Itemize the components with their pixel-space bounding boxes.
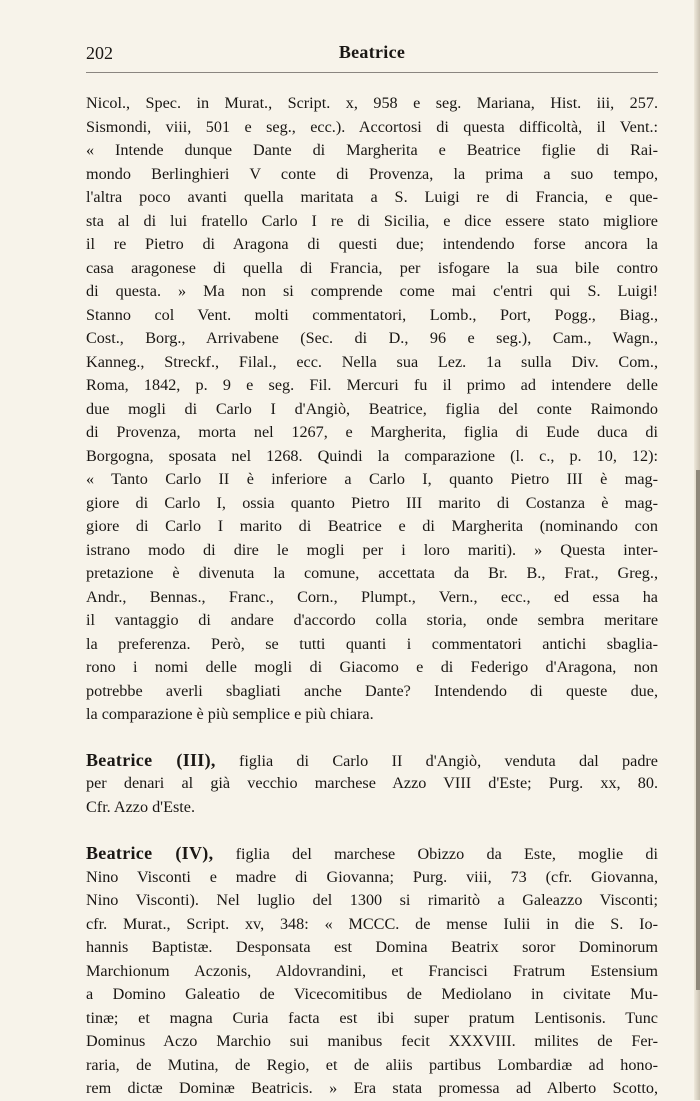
text-line: sta al di lui fratello Carlo I re di Sicilia, e dice essere stato migliore <box>86 211 658 230</box>
entry-text: figlia di Carlo II d'Angiò, venduta dal padre <box>215 751 658 770</box>
entry-line <box>86 749 658 773</box>
text-line: potrebbe averli sbagliati anche Dante? Intendendo di queste due, <box>86 681 658 700</box>
entry-headword: Beatrice (IV), <box>86 843 214 863</box>
paragraph-gap <box>86 819 658 842</box>
text-line: di Provenza, morta nel 1267, e Margherita, figlia di Eude duca di <box>86 423 658 441</box>
text-line: Stanno col Vent. molti commentatori, Lomb., Port, Pogg., Biag., <box>86 305 658 324</box>
text-line: tinæ; et magna Curia facta est ibi super pratum Lentisonis. Tunc <box>86 1008 658 1027</box>
text-line: a Domino Galeatio de Vicecomitibus de Mediolano in civitate Mu- <box>86 985 658 1003</box>
text-line: Dominus Aczo Marchio sui manibus fecit XXXVIII. milites de Fer- <box>86 1032 658 1050</box>
text-line: casa aragonese di quella di Francia, per isfogare la sua bile contro <box>86 258 658 277</box>
text-line: la preferenza. Però, se tutti quanti i commentatori antichi sbaglia- <box>86 634 658 653</box>
text-line: Nino Visconti). Nel luglio del 1300 si rimaritò a Galeazzo Visconti; <box>86 891 658 909</box>
entry-text: figlia del marchese Obizzo da Este, moglie di <box>213 845 658 863</box>
text-line: il re Pietro di Aragona di questi due; intendendo forse ancora la <box>86 235 658 253</box>
text-line: Sismondi, viii, 501 e seg., ecc.). Accortosi di questa difficoltà, il Vent.: <box>86 117 658 136</box>
text-line: l'altra poco avanti quella maritata a S. Luigi re di Francia, e que- <box>86 188 658 206</box>
text-line: Kanneg., Streckf., Filal., ecc. Nella sua Lez. 1a sulla Div. Com., <box>86 352 658 371</box>
page-edge-shadow <box>696 470 700 990</box>
entry-headword: Beatrice (III), <box>86 749 216 770</box>
body-text <box>86 92 658 1101</box>
text-line: rono i nomi delle mogli di Giacomo e di Federigo d'Aragona, non <box>86 658 658 676</box>
text-line: Nicol., Spec. in Murat., Script. x, 958 e seg. Mariana, Hist. iii, 257. <box>86 94 658 112</box>
paragraph-gap <box>86 727 658 749</box>
entry-line <box>86 842 658 866</box>
text-line: hannis Baptistæ. Desponsata est Domina Beatrix soror Dominorum <box>86 938 658 956</box>
text-line: il vantaggio di andare d'accordo colla storia, onde sembra meritare <box>86 611 658 629</box>
text-line: raria, de Mutina, de Regio, et de aliis partibus Lombardiæ ad hono- <box>86 1055 658 1074</box>
text-line: « Intende dunque Dante di Margherita e Beatrice figlie di Rai- <box>86 141 658 159</box>
text-line: Roma, 1842, p. 9 e seg. Fil. Mercuri fu il primo ad intendere delle <box>86 376 658 394</box>
text-line: Nino Visconti e madre di Giovanna; Purg. viii, 73 (cfr. Giovanna, <box>86 867 658 886</box>
page-header <box>86 40 658 73</box>
text-line: giore di Carlo I, ossia quanto Pietro III marito di Costanza è mag- <box>86 493 658 512</box>
text-line: Marchionum Aczonis, Aldovrandini, et Francisci Fratrum Estensium <box>86 961 658 980</box>
text-line: cfr. Murat., Script. xv, 348: « MCCC. de mense Iulii in die S. Io- <box>86 914 658 933</box>
text-line: mondo Berlinghieri V conte di Provenza, la prima a suo tempo, <box>86 164 658 183</box>
text-line: rem dictæ Dominæ Beatricis. » Era stata promessa ad Alberto Scotto, <box>86 1079 658 1097</box>
text-line: due mogli di Carlo I d'Angiò, Beatrice, figlia del conte Raimondo <box>86 399 658 418</box>
text-line: pretazione è divenuta la comune, accettata da Br. B., Frat., Greg., <box>86 564 658 582</box>
text-line: Borgogna, sposata nel 1268. Quindi la comparazione (l. c., p. 10, 12): <box>86 446 658 465</box>
text-line: Cfr. Azzo d'Este. <box>86 797 196 816</box>
text-line: Cost., Borg., Arrivabene (Sec. di D., 96 e seg.), Cam., Wagn., <box>86 329 658 347</box>
text-line: la comparazione è più semplice e più chiara. <box>86 705 374 723</box>
text-line: Andr., Bennas., Franc., Corn., Plumpt., Vern., ecc., ed essa ha <box>86 587 658 606</box>
page-number: 202 <box>86 43 113 63</box>
text-line: per denari al già vecchio marchese Azzo VIII d'Este; Purg. xx, 80. <box>86 774 658 792</box>
text-line: giore di Carlo I marito di Beatrice e di Margherita (nominando con <box>86 517 658 535</box>
text-line: di questa. » Ma non si comprende come mai c'entri qui S. Luigi! <box>86 282 658 300</box>
running-head: Beatrice <box>338 42 406 62</box>
text-line: « Tanto Carlo II è inferiore a Carlo I, quanto Pietro III è mag- <box>86 470 658 488</box>
text-line: istrano modo di dire le mogli per i loro mariti). » Questa inter- <box>86 540 658 559</box>
